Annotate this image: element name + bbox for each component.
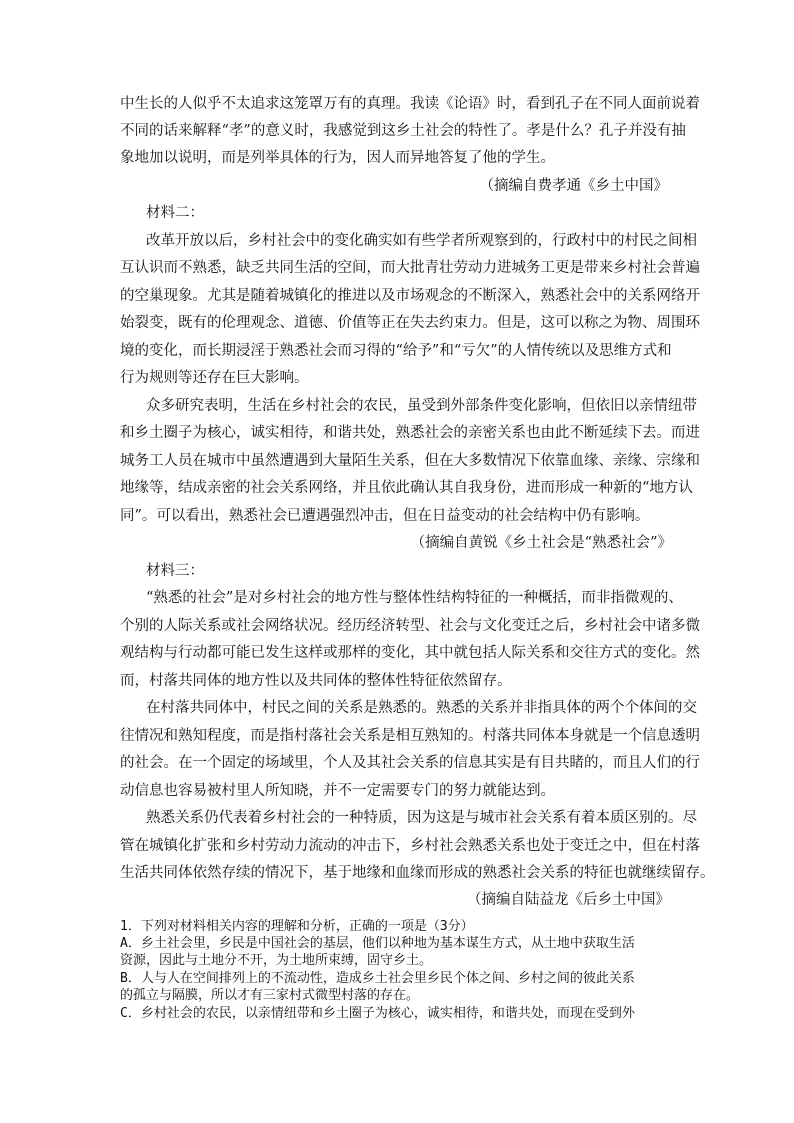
question-stem: 1．下列对材料相关内容的理解和分析，正确的一项是（3分） [120,919,474,934]
paragraph-line: 管在城镇化扩张和乡村劳动力流动的冲击下，乡村社会熟悉关系也处于变迁之中，但在村落 [120,838,700,854]
paragraph-line: “熟悉的社会”是对乡村社会的地方性与整体性结构特征的一种概括，而非指微观的、 [146,590,683,606]
paragraph-line: 动信息也容易被村里人所知晓，并不一定需要专门的努力就能达到。 [120,783,555,799]
option-a: A．乡土社会里，乡民是中国社会的基层，他们以种地为基本谋生方式，从土地中获取生活 [120,936,635,951]
paragraph-line: 生活共同体依然存续的情况下，基于地缘和血缘而形成的熟悉社会关系的特征也就继续留存。 [120,865,715,881]
paragraph-line: 始裂变，既有的伦理观念、道德、价值等正在失去约束力。但是，这可以称之为物、周围环 [120,315,700,331]
source-citation: （摘编自陆益龙《后乡土中国》 [467,892,670,908]
paragraph-line: 熟悉关系仍代表着乡村社会的一种特质，因为这是与城市社会关系有着本质区别的。尽 [146,810,697,826]
paragraph-line: 象地加以说明，而是列举具体的行为，因人而异地答复了他的学生。 [120,150,555,166]
paragraph-line: 行为规则等还存在巨大影响。 [120,370,309,386]
option-a-continued: 资源，因此与土地分不开，为土地所束缚，固守乡土。 [120,953,433,968]
paragraph-line: 的空巢现象。尤其是随着城镇化的推进以及市场观念的不断深入，熟悉社会中的关系网络开 [120,288,700,304]
source-citation: （摘编自费孝通《乡土中国》 [479,178,668,194]
paragraph-line: 在村落共同体中，村民之间的关系是熟悉的。熟悉的关系并非指具体的两个个体间的交 [146,700,697,716]
paragraph-line: 观结构与行动都可能已发生这样或那样的变化，其中就包括人际关系和交往方式的变化。然 [120,645,700,661]
section-heading: 材料二： [146,205,204,221]
paragraph-line: 的社会。在一个固定的场域里，个人及其社会关系的信息其实是有目共睹的，而且人们的行 [120,755,700,771]
paragraph-line: 往情况和熟知程度，而是指村落社会关系是相互熟知的。村落共同体本身就是一个信息透明 [120,728,700,744]
paragraph-line: 改革开放以后，乡村社会中的变化确实如有些学者所观察到的，行政村中的村民之间相 [146,233,697,249]
paragraph-line: 境的变化，而长期浸淫于熟悉社会而习得的“给予”和“亏欠”的人情传统以及思维方式和 [120,343,672,359]
paragraph-line: 不同的话来解释“孝”的意义时，我感觉到这乡土社会的特性了。孝是什么？孔子并没有抽 [120,123,686,139]
paragraph-line: 互认识而不熟悉，缺乏共同生活的空间，而大批青壮劳动力进城务工更是带来乡村社会普遍 [120,260,700,276]
paragraph-line: 而，村落共同体的地方性以及共同体的整体性特征依然留存。 [120,673,512,689]
paragraph-line: 地缘等，结成亲密的社会关系网络，并且依此确认其自我身份，进而形成一种新的“地方认 [120,480,693,496]
paragraph-line: 和乡土圈子为核心，诚实相待，和谐共处，熟悉社会的亲密关系也由此不断延续下去。而进 [120,425,700,441]
paragraph-line: 个别的人际关系或社会网络状况。经历经济转型、社会与文化变迁之后，乡村社会中诸多微 [120,618,700,634]
paragraph-line: 中生长的人似乎不太追求这笼罩万有的真理。我读《论语》时，看到孔子在不同人面前说着 [120,96,700,112]
paragraph-line: 同”。可以看出，熟悉社会已遭遇强烈冲击，但在日益变动的社会结构中仍有影响。 [120,508,650,524]
option-b: B．人与人在空间排列上的不流动性，造成乡土社会里乡民个体之间、乡村之间的彼此关系 [120,971,635,986]
paragraph-line: 城务工人员在城市中虽然遭遇到大量陌生关系，但在大多数情况下依靠血缘、亲缘、宗缘和 [120,453,700,469]
paragraph-line: 众多研究表明，生活在乡村社会的农民，虽受到外部条件变化影响，但依旧以亲情纽带 [146,398,697,414]
option-c: C．乡村社会的农民，以亲情纽带和乡土圈子为核心，诚实相待，和谐共处，而现在受到外 [120,1006,635,1021]
option-b-continued: 的孤立与隔膜，所以才有三家村式微型村落的存在。 [120,988,420,1003]
section-heading: 材料三： [146,563,204,579]
source-citation: （摘编自黄锐《乡土社会是“熟悉社会”》 [410,535,672,551]
